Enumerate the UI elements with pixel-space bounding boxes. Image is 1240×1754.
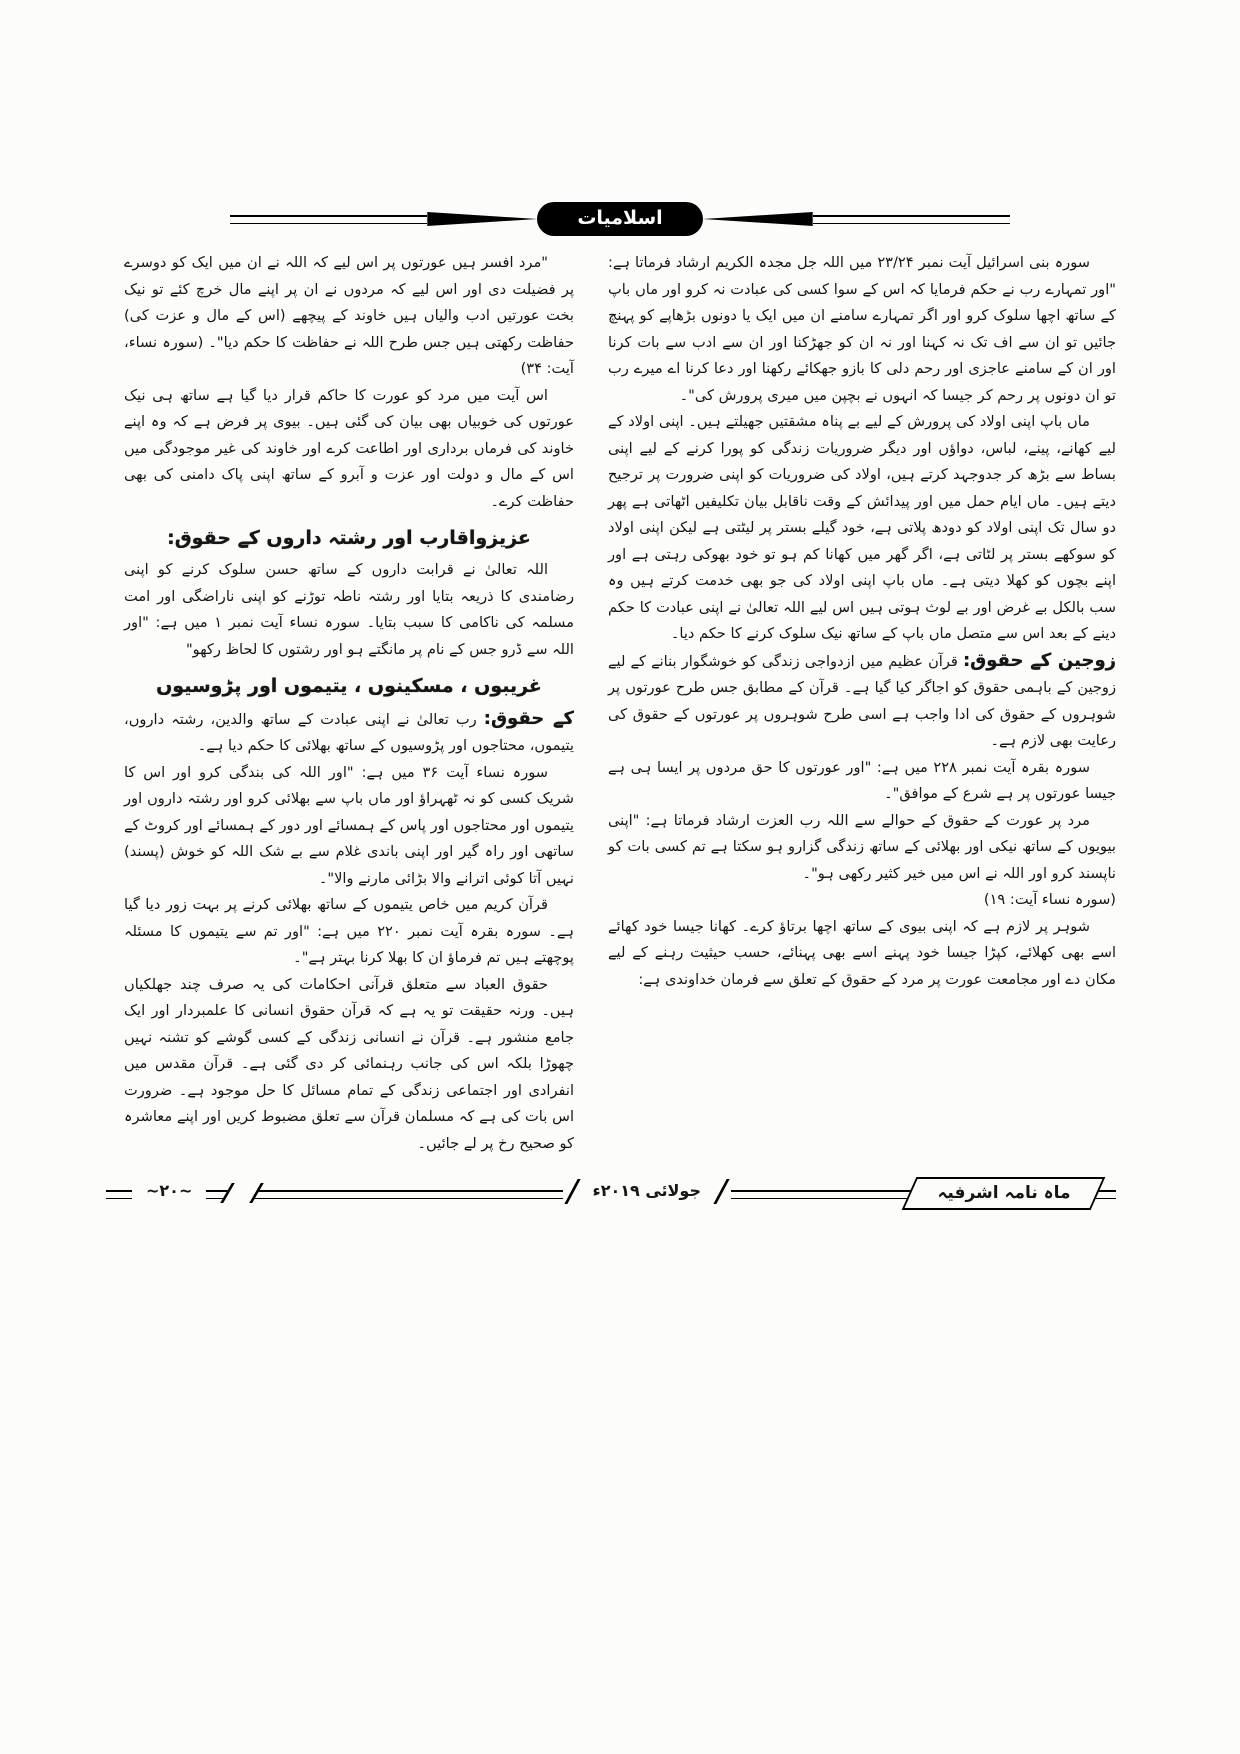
paragraph: مرد پر عورت کے حقوق کے حوالے سے اللہ رب العزت ارشاد فرماتا ہے: "اپنی بیویوں کے ساتھ نیکی اور بھلائی کے ساتھ زندگی گزارو ہو سکتا ہے تم کسی بات کو ناپسند کرو اور اللہ نے اس میں خیر کثیر رکھی ہو"۔ — [608, 811, 1116, 882]
paragraph: سورہ بقرہ آیت نمبر ۲۲۸ میں ہے: "اور عورتوں کا حق مردوں پر ایسا ہی ہے جیسا عورتوں پر ہے شرع کے موافق"۔ — [608, 758, 1116, 802]
header-taper-right — [703, 212, 813, 226]
magazine-name: ماہ نامہ اشرفیہ — [937, 1183, 1071, 1204]
page-content — [124, 0, 1116, 1217]
footer-tick — [220, 1183, 264, 1203]
paragraph: حقوق العباد سے متعلق قرآنی احکامات کی یہ صرف چند جھلکیاں ہیں۔ ورنہ حقیقت تو یہ ہے کہ قرآن حقوق انسانی کا علمبردار اور ایک جامع منشور ہے۔ قرآن نے انسانی زندگی کے کسی گوشے کو تشنہ نہیں چھوڑا بلکہ اس کی جانب رہنمائی کر دی گئی ہے۔ قرآن مقدس میں انفرادی اور اجتماعی زندگی کے تمام مسائل کا حل موجود ہے۔ ضرورت اس بات کی ہے کہ مسلمان قرآن سے تعلق مضبوط کریں اور اپنے معاشرہ کو صحیح رخ پر لے جائیں۔ — [124, 975, 574, 1152]
section-heading: غریبوں ، مسکینوں ، یتیموں اور پڑوسیوں — [156, 675, 542, 698]
paragraph: ماں باپ اپنی اولاد کی پرورش کے لیے بے پناہ مشقتیں جھیلتے ہیں۔ اپنی اولاد کے لیے کھانے، پینے، لباس، دواؤں اور دیگر ضروریات زندگی کو پورا کرنے کے لیے اپنی بساط سے بڑھ کر جدوجہد کرتے ہیں، اولاد کی ضروریات کو اپنی ضرورت پر ترجیح دیتے ہیں۔ ماں ایام حمل میں اور پیدائش کے وقت ناقابل بیان تکلیفیں اٹھاتی ہے پھر دو سال تک اپنی اولاد کو دودھ پلاتی ہے، خود گیلے بستر پر لیٹتی ہے لیکن اپنی اولاد کو سوکھے بستر پر لٹاتی ہے، اگر گھر میں کھانا کم ہو تو خود بھوکی رہتی ہے اور اپنے بچوں کو کھلا دیتی ہے۔ ماں باپ اپنی اولاد کی جو بھی خدمت کرتے ہیں وہ سب بالکل بے غرض اور بے لوث ہوتی ہیں اس لیے اللہ تعالیٰ نے اپنی عبادت کا حکم دینے کے بعد اس سے متصل ماں باپ کے ساتھ نیک سلوک کرنے کا حکم دیا۔ — [608, 413, 1116, 642]
text-columns — [124, 250, 1116, 1157]
header-rule-right — [813, 215, 1010, 224]
paragraph: (سورہ نساء آیت: ۱۹) — [983, 891, 1116, 908]
paragraph: زوجین کے حقوق: قرآن عظیم میں ازدواجی زندگی کو خوشگوار بنانے کے لیے زوجین کے باہمی حقوق کو اجاگر کیا گیا ہے۔ قرآن کے مطابق جس طرح عورتوں پر شوہروں کے حقوق کی ادا واجب ہے اسی طرح شوہروں پر عورتوں کے حقوق کی رعایت بھی لازم ہے۔ — [608, 649, 1117, 749]
paragraph: کے حقوق: رب تعالیٰ نے اپنی عبادت کے ساتھ والدین، رشتہ داروں، یتیموں، محتاجوں اور پڑوسیوں کے ساتھ بھلائی کا حکم دیا ہے۔ — [124, 707, 574, 755]
paragraph: سورہ بنی اسرائیل آیت نمبر ۲۳/۲۴ میں اللہ جل مجدہ الکریم ارشاد فرماتا ہے: "اور تمہارے رب نے حکم فرمایا کہ اس کے سوا کسی کی عبادت نہ کرو اور ماں باپ کے ساتھ اچھا سلوک کرو اور اگر تمہارے سامنے ان میں ایک یا دونوں بڑھاپے کو پہنچ جائیں تو ان سے اف تک نہ کہنا اور نہ ان کو جھڑکنا اور ان سے ادب سے بات کرنا اور ان کے سامنے عاجزی اور رحم دلی کا بازو جھکائے رکھنا اور دعا کرنا اے میرے رب تو ان دونوں پر رحم کر جیسا کہ انہوں نے بچپن میں میری پرورش کی"۔ — [608, 254, 1116, 404]
header-taper-left — [427, 212, 537, 226]
paragraph: اس آیت میں مرد کو عورت کا حاکم قرار دیا گیا ہے ساتھ ہی نیک عورتوں کی خوبیاں بھی بیان کی گئی ہیں۔ بیوی پر فرض ہے کہ وہ اپنے خاوند کی فرماں برداری اور اطاعت کرے اور خاوند کی غیر موجودگی میں اس کے مال و دولت اور عزت و آبرو کے ساتھ اپنی پاک دامنی کی بھی حفاظت کرے۔ — [124, 386, 574, 510]
column-left — [124, 250, 574, 1157]
header-rule-left — [230, 215, 427, 224]
page-number: ~۲۰~ — [132, 1179, 206, 1202]
page-header — [230, 202, 1010, 236]
section-banner — [537, 202, 702, 237]
paragraph: شوہر پر لازم ہے کہ اپنی بیوی کے ساتھ اچھا برتاؤ کرے۔ کھانا جیسا خود کھائے اسے بھی کھلائے، کپڑا جیسا خود پہنے اسے بھی پہنائے، حسب حیثیت رہنے کے لیے مکان دے اور مجامعت عورت پر مرد کے حقوق کے تعلق سے فرمان خداوندی ہے: — [608, 917, 1116, 988]
section-heading: عزیزواقارب اور رشتہ داروں کے حقوق: — [167, 527, 531, 549]
paragraph: سورہ نساء آیت ۳۶ میں ہے: "اور اللہ کی بندگی کرو اور اس کا شریک کسی کو نہ ٹھہراؤ اور ماں باپ سے بھلائی کرو اور رشتہ داروں اور یتیموں اور محتاجوں اور پاس کے ہمسائے اور دور کے ہمسائے اور کروٹ کے ساتھی اور راہ گیر اور اپنی باندی غلام سے بے شک اللہ کو خوش (پسند) نہیں آتا کوئی اترانے والا بڑائی مارنے والا"۔ — [124, 763, 574, 887]
issue-date: جولائی ۲۰۱۹ء — [563, 1179, 732, 1204]
inline-heading: زوجین کے حقوق: — [962, 649, 1117, 671]
page-footer — [106, 1173, 1116, 1217]
paragraph: اللہ تعالیٰ نے قرابت داروں کے ساتھ حسن سلوک کرنے کو اپنی رضامندی کا ذریعہ بتایا اور رشتہ ناطہ توڑنے کو اپنی ناراضگی اور امت مسلمہ کی ناکامی کا سبب بتایا۔ سورہ نساء آیت نمبر ۱ میں ہے: "اور اللہ سے ڈرو جس کے نام پر مانگتے ہو اور رشتوں کا لحاظ رکھو" — [124, 561, 574, 658]
inline-heading: کے حقوق: — [483, 707, 574, 729]
paragraph: "مرد افسر ہیں عورتوں پر اس لیے کہ اللہ نے ان میں ایک کو دوسرے پر فضیلت دی اور اس لیے کہ مردوں نے ان پر اپنے مال خرچ کئے تو نیک بخت عورتیں ادب والیاں ہیں خاوند کے پیچھے (اس کے مال و عزت کی) حفاظت رکھتی ہیں جس طرح اللہ نے حفاظت کا حکم دیا"۔ (سورہ نساء، آیت: ۳۴) — [124, 254, 574, 377]
magazine-badge — [902, 1177, 1106, 1210]
column-right — [608, 250, 1116, 1157]
section-title: اسلامیات — [577, 206, 663, 229]
paragraph: قرآن کریم میں خاص یتیموں کے ساتھ بھلائی کرنے پر بہت زور دیا گیا ہے۔ سورہ بقرہ آیت نمبر ۲۲۰ میں ہے: "اور تم سے یتیموں کا مسئلہ پوچھتے ہیں تم فرماؤ ان کا بھلا کرنا بہتر ہے"۔ — [124, 896, 574, 967]
